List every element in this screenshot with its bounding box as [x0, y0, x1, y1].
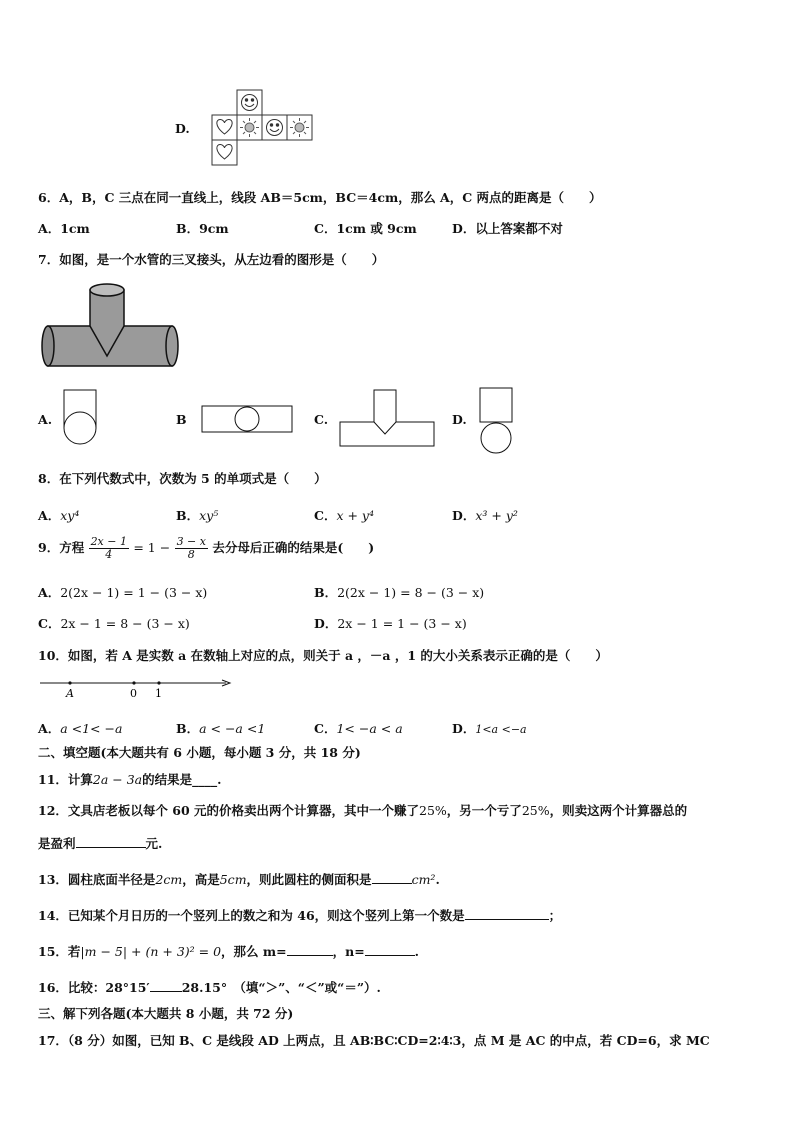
q8-option-d[interactable] [452, 506, 518, 524]
q7-option-b-figure[interactable] [200, 404, 296, 434]
q7-option-d-figure[interactable] [476, 386, 516, 456]
q8-option-d-label: D． [452, 508, 476, 523]
q9-option-a[interactable] [38, 583, 207, 601]
q12-percent-1: 25% [419, 803, 447, 818]
q13-text-c: ，则此圆柱的侧面积是 [246, 872, 372, 887]
q12-text-c: ，则卖这两个计算器总的 [549, 803, 688, 818]
q12-percent-2: 25% [521, 803, 550, 818]
q11-question [38, 770, 222, 788]
q13-text-a: 13．圆柱底面半径是 [38, 872, 156, 887]
q14-text-a: 14．已知某个月日历的一个竖列上的数之和为 46，则这个竖列上第一个数是 [38, 908, 465, 923]
q8-option-a-expr: xy⁴ [60, 508, 80, 523]
q5-option-d-label[interactable]: D. [175, 121, 190, 136]
q12-text-d: 是盈利 [38, 836, 76, 851]
q12-question-line2 [38, 834, 162, 852]
q17-question: 17．（8 分）如图，已知 B、C 是线段 AD 上两点，且 AB∶BC∶CD=2∶4∶3，点 M 是 AC 的中点，若 CD=6，求 MC [38, 1033, 710, 1048]
q7-option-c-figure[interactable] [338, 388, 438, 448]
q9-option-a-expr: 2(2x − 1) = 1 − (3 − x) [60, 585, 208, 600]
q10-option-d-expr: 1<a <−a [475, 723, 527, 736]
q13-text-b: ，高是 [182, 872, 220, 887]
q12-answer-blank[interactable] [76, 835, 146, 848]
section-3-heading: 三、解下列各题(本大题共 8 小题，共 72 分) [38, 1006, 294, 1021]
q9-fraction-2 [175, 536, 208, 561]
q8-option-c[interactable] [314, 506, 374, 524]
q14-text-b: ； [548, 908, 562, 923]
q6-option-d[interactable]: D．以上答案都不对 [452, 221, 563, 236]
q8-option-a-label: A． [38, 508, 61, 523]
q9-question [38, 536, 374, 561]
q9-option-b-label: B． [314, 585, 338, 600]
q10-option-c-label: C． [314, 721, 337, 736]
q15-text-c: ，n= [332, 944, 365, 959]
number-line-label-a: A [66, 687, 74, 700]
q10-option-a-label: A． [38, 721, 61, 736]
q15-expr: |m − 5| + (n + 3)² = 0 [80, 944, 222, 959]
q13-unit: cm² [411, 872, 436, 887]
q12-question-line1 [38, 801, 687, 819]
q11-expr: 2a − 3a [92, 772, 143, 787]
number-line-label-0: 0 [130, 687, 137, 700]
q12-text-b: ，另一个亏了 [446, 803, 522, 818]
q10-option-b[interactable] [176, 719, 265, 737]
number-line-label-1: 1 [155, 687, 162, 700]
q9-prefix: 9．方程 [38, 540, 85, 555]
q9-frac2-denominator: 8 [187, 548, 195, 561]
q16-answer-blank[interactable] [150, 979, 182, 992]
q11-text-a: 11．计算 [38, 772, 93, 787]
q9-frac2-numerator: 3 − x [176, 535, 206, 548]
q11-text-b: 的结果是____. [142, 772, 222, 787]
q9-mid: = 1 − [133, 540, 171, 555]
q7-option-a-label[interactable]: A. [38, 412, 53, 427]
section-2-heading: 二、填空题(本大题共有 6 小题，每小题 3 分，共 18 分) [38, 745, 361, 760]
q10-option-c-expr: 1< −a < a [336, 721, 403, 736]
q14-question [38, 906, 561, 924]
q13-answer-blank[interactable] [372, 871, 412, 884]
q7-question: 7．如图，是一个水管的三叉接头，从左边看的图形是（ ） [38, 252, 385, 267]
q7-option-b-label[interactable]: B [176, 412, 187, 427]
q7-option-d-label[interactable]: D. [452, 412, 467, 427]
q10-question: 10．如图，若 A 是实数 a 在数轴上对应的点，则关于 a ，－a ，1 的大小关系表示正确的是（ ） [38, 648, 608, 663]
q8-option-a[interactable] [38, 506, 79, 524]
q8-option-c-label: C． [314, 508, 337, 523]
q10-number-line [38, 676, 234, 702]
q9-option-c-label: C． [38, 616, 61, 631]
q6-question: 6．A，B，C 三点在同一直线上，线段 AB＝5cm，BC＝4cm，那么 A，C 两点的距离是（ ） [38, 190, 602, 205]
q8-option-b-expr: xy⁵ [199, 508, 219, 523]
q9-option-d-label: D． [314, 616, 338, 631]
q9-option-d[interactable] [314, 614, 467, 632]
q6-option-b[interactable]: B．9cm [176, 221, 229, 236]
q9-option-c[interactable] [38, 614, 190, 632]
q14-answer-blank[interactable] [465, 907, 549, 920]
q15-n-blank[interactable] [365, 943, 415, 956]
q10-option-b-expr: a < −a <1 [199, 721, 266, 736]
q7-tee-pipe-figure [38, 280, 180, 372]
q8-option-b[interactable] [176, 506, 218, 524]
q15-text-a: 15．若 [38, 944, 81, 959]
q7-option-c-label[interactable]: C. [314, 412, 329, 427]
q13-text-d: . [435, 872, 440, 887]
q10-option-a-expr: a <1< −a [60, 721, 123, 736]
q6-option-c[interactable]: C．1cm 或 9cm [314, 221, 417, 236]
q13-height: 5cm [219, 872, 247, 887]
q9-option-c-expr: 2x − 1 = 8 − (3 − x) [60, 616, 190, 631]
q10-option-d-label: D． [452, 721, 476, 736]
q12-text-e: 元. [145, 836, 163, 851]
q10-option-b-label: B． [176, 721, 200, 736]
q13-question [38, 870, 440, 888]
q12-text-a: 12．文具店老板以每个 60 元的价格卖出两个计算器，其中一个赚了 [38, 803, 419, 818]
q16-text-a: 16．比较：28°15′ [38, 980, 150, 995]
q8-question: 8．在下列代数式中，次数为 5 的单项式是（ ） [38, 471, 327, 486]
q8-option-c-expr: x + y⁴ [336, 508, 374, 523]
q15-text-d: . [414, 944, 420, 959]
q9-suffix: 去分母后正确的结果是( ) [212, 540, 375, 555]
q10-option-a[interactable] [38, 719, 122, 737]
q10-option-d[interactable] [452, 719, 527, 737]
q8-option-b-label: B． [176, 508, 200, 523]
q9-frac1-denominator: 4 [105, 548, 113, 561]
q5-cube-net-figure[interactable] [210, 89, 318, 169]
q8-option-d-expr: x³ + y² [475, 508, 518, 523]
q15-question [38, 942, 419, 960]
q13-radius: 2cm [155, 872, 183, 887]
q9-option-a-label: A． [38, 585, 61, 600]
q15-m-blank[interactable] [287, 943, 333, 956]
q9-fraction-1 [89, 536, 129, 561]
q9-option-d-expr: 2x − 1 = 1 − (3 − x) [337, 616, 467, 631]
q10-option-c[interactable] [314, 719, 403, 737]
q16-text-b: 28.15° （填“＞”、“＜”或“＝”）. [181, 980, 381, 995]
q9-frac1-numerator: 2x − 1 [90, 535, 127, 548]
q6-option-a[interactable]: A．1cm [38, 221, 90, 236]
q9-option-b[interactable] [314, 583, 484, 601]
q15-text-b: ，那么 m= [221, 944, 287, 959]
q16-question [38, 978, 381, 996]
q9-option-b-expr: 2(2x − 1) = 8 − (3 − x) [337, 585, 485, 600]
q7-option-a-figure[interactable] [60, 388, 102, 448]
